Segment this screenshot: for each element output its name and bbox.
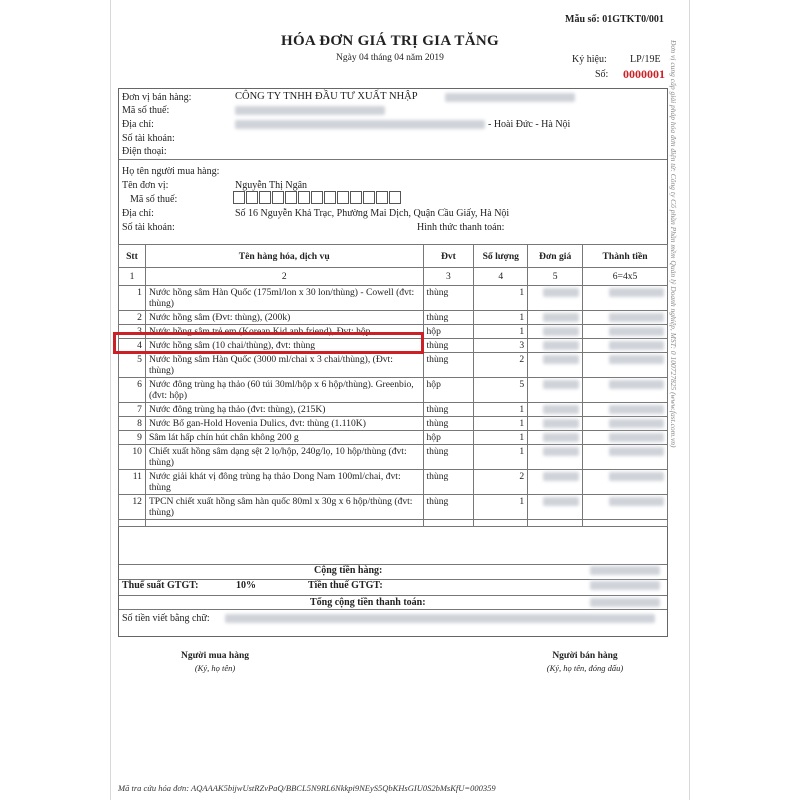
in-words-label: Số tiền viết bằng chữ: xyxy=(122,613,210,624)
row-qty: 1 xyxy=(474,403,528,417)
index-cell: 4 xyxy=(474,268,528,286)
row-qty: 2 xyxy=(474,353,528,378)
blurred-vat-amount xyxy=(590,581,660,590)
seller-signature-note: (Ký, họ tên, đóng dấu) xyxy=(546,663,624,673)
seller-signature-title: Người bán hàng xyxy=(552,651,618,661)
buyer-signature-note: (Ký, họ tên) xyxy=(194,663,236,673)
blurred-amount xyxy=(543,419,579,428)
blurred-amount xyxy=(543,447,579,456)
row-qty: 1 xyxy=(474,495,528,520)
row-stt: 7 xyxy=(119,403,146,417)
row-name: TPCN chiết xuất hồng sâm hàn quốc 80ml x 30g x 6 hộp/thùng (đvt: thùng) xyxy=(145,495,423,520)
row-price xyxy=(528,417,583,431)
invoice-date: Ngày 04 tháng 04 năm 2019 xyxy=(336,53,444,63)
row-stt: 10 xyxy=(119,445,146,470)
blurred-amount xyxy=(609,472,664,481)
row-total xyxy=(583,286,668,311)
row-qty: 1 xyxy=(474,325,528,339)
buyer-signature xyxy=(160,651,270,673)
index-cell: 6=4x5 xyxy=(583,268,668,286)
blurred-amount xyxy=(609,447,664,456)
header-total: Thành tiền xyxy=(583,245,668,268)
row-price xyxy=(528,325,583,339)
blurred-amount xyxy=(543,380,579,389)
blurred-amount xyxy=(609,313,664,322)
row-unit: thùng xyxy=(423,403,474,417)
row-name: Nước đông trùng hạ thảo (60 túi 30ml/hộp x 6 hộp/thùng). Greenbio, (đvt: hộp) xyxy=(145,378,423,403)
row-name: Nước hồng sâm trẻ em (Korean Kid anh friend), Đvt: hộp xyxy=(145,325,423,339)
row-price xyxy=(528,470,583,495)
number-label: Số: xyxy=(595,69,609,80)
row-qty: 1 xyxy=(474,431,528,445)
blurred-seller-address xyxy=(235,120,485,129)
grand-total-label: Tổng cộng tiền thanh toán: xyxy=(310,597,426,608)
provider-side-note: Đơn vị cung cấp giải pháp hóa đơn điện tử: Công ty Cổ phần Phần mềm Quản lý Doanh nghiệp, MST: 0 100727825 (www.fast.com.vn) xyxy=(669,40,678,448)
row-price xyxy=(528,311,583,325)
row-total xyxy=(583,470,668,495)
row-stt: 2 xyxy=(119,311,146,325)
row-qty: 2 xyxy=(474,470,528,495)
blurred-amount xyxy=(609,288,664,297)
row-price xyxy=(528,353,583,378)
empty-cell xyxy=(119,520,146,527)
buyer-signature-title: Người mua hàng xyxy=(181,651,249,661)
row-unit: hộp xyxy=(423,431,474,445)
blurred-amount xyxy=(543,405,579,414)
row-name: Nước giải khát vị đông trùng hạ thảo Dong Nam 100ml/chai, đvt: thùng xyxy=(145,470,423,495)
seller-unit-value: CÔNG TY TNHH ĐẦU TƯ XUẤT NHẬP xyxy=(235,91,418,102)
row-qty: 1 xyxy=(474,286,528,311)
table-row xyxy=(119,403,668,417)
row-name: Nước hồng sâm Hàn Quốc (175ml/lon x 30 lon/thùng) - Cowell (đvt: thùng) xyxy=(145,286,423,311)
words-divider xyxy=(119,609,667,610)
row-stt: 5 xyxy=(119,353,146,378)
vat-rate-value: 10% xyxy=(236,580,256,591)
table-row xyxy=(119,431,668,445)
row-price xyxy=(528,286,583,311)
table-row xyxy=(119,311,668,325)
row-stt: 9 xyxy=(119,431,146,445)
row-unit: hộp xyxy=(423,325,474,339)
blurred-amount xyxy=(609,380,664,389)
buyer-tax-boxes xyxy=(233,191,402,207)
buyer-unit-value: Nguyễn Thị Ngân xyxy=(235,180,308,191)
header-name: Tên hàng hóa, dịch vụ xyxy=(145,245,423,268)
row-qty: 3 xyxy=(474,339,528,353)
invoice-title: HÓA ĐƠN GIÁ TRỊ GIA TĂNG xyxy=(281,33,499,49)
row-unit: thùng xyxy=(423,445,474,470)
row-total xyxy=(583,417,668,431)
table-row xyxy=(119,495,668,520)
row-name: Nước hồng sâm Hàn Quốc (3000 ml/chai x 3 chai/thùng), (Đvt: thùng) xyxy=(145,353,423,378)
row-total xyxy=(583,339,668,353)
blurred-subtotal xyxy=(590,566,660,575)
seller-tax-label: Mã số thuế: xyxy=(122,105,170,116)
empty-cell xyxy=(474,520,528,527)
row-stt: 1 xyxy=(119,286,146,311)
empty-cell xyxy=(583,520,668,527)
symbol-value: LP/19E xyxy=(630,54,661,65)
seller-phone-label: Điện thoại: xyxy=(122,146,167,157)
index-cell: 3 xyxy=(423,268,474,286)
blurred-amount xyxy=(609,355,664,364)
row-total xyxy=(583,353,668,378)
header-qty: Số lượng xyxy=(474,245,528,268)
row-unit: thùng xyxy=(423,417,474,431)
blurred-amount xyxy=(543,313,579,322)
blurred-grand-total xyxy=(590,598,660,607)
index-cell: 2 xyxy=(145,268,423,286)
buyer-address-value: Số 16 Nguyễn Khả Trạc, Phường Mai Dịch, Quận Cầu Giấy, Hà Nội xyxy=(235,208,510,219)
row-stt: 12 xyxy=(119,495,146,520)
row-name: Chiết xuất hồng sâm dạng sệt 2 lọ/hộp, 240g/lọ, 10 hộp/thùng (đvt: thùng) xyxy=(145,445,423,470)
row-price xyxy=(528,495,583,520)
table-row xyxy=(119,445,668,470)
seller-divider xyxy=(119,159,667,160)
row-qty: 1 xyxy=(474,311,528,325)
blurred-amount-words xyxy=(225,614,655,623)
blurred-seller-tax xyxy=(235,106,385,115)
seller-unit-label: Đơn vị bán hàng: xyxy=(122,92,192,103)
table-index-row xyxy=(119,268,668,286)
table-row xyxy=(119,378,668,403)
row-unit: thùng xyxy=(423,470,474,495)
blurred-amount xyxy=(609,433,664,442)
buyer-address-label: Địa chỉ: xyxy=(122,208,154,219)
row-price xyxy=(528,378,583,403)
blurred-amount xyxy=(543,355,579,364)
blurred-seller-name-tail xyxy=(445,93,575,102)
row-price xyxy=(528,431,583,445)
row-qty: 5 xyxy=(474,378,528,403)
blurred-amount xyxy=(609,419,664,428)
total-divider xyxy=(119,595,667,596)
row-name: Sâm lát hấp chín hút chân không 200 g xyxy=(145,431,423,445)
lookup-code: Mã tra cứu hóa đơn: AQAAAK5bijwUstRZvPaQ/BBCL5N9RL6Nkkpi9NEyS5QbKHsGIU0S2bMsKfU=000359 xyxy=(118,783,496,793)
buyer-unit-label: Tên đơn vị: xyxy=(122,180,169,191)
symbol-label: Ký hiệu: xyxy=(572,54,607,65)
row-stt: 4 xyxy=(119,339,146,353)
table-row xyxy=(119,470,668,495)
blurred-amount xyxy=(543,472,579,481)
empty-row xyxy=(119,520,668,527)
payment-method-label: Hình thức thanh toán: xyxy=(417,222,505,233)
highlight-box xyxy=(113,332,424,354)
row-total xyxy=(583,431,668,445)
table-row xyxy=(119,353,668,378)
blurred-amount xyxy=(543,433,579,442)
row-name: Nước hồng sâm (10 chai/thùng), đvt: thùng xyxy=(145,339,423,353)
seller-address-label: Địa chỉ: xyxy=(122,119,154,130)
row-stt: 8 xyxy=(119,417,146,431)
row-unit: thùng xyxy=(423,311,474,325)
tax-divider-top xyxy=(119,564,667,565)
row-total xyxy=(583,311,668,325)
blurred-amount xyxy=(609,341,664,350)
blurred-amount xyxy=(543,327,579,336)
form-code: Mẫu số: 01GTKT0/001 xyxy=(565,14,664,25)
empty-cell xyxy=(528,520,583,527)
row-price xyxy=(528,403,583,417)
row-name: Nước Bổ gan-Hold Hovenia Dulics, đvt: thùng (1.110K) xyxy=(145,417,423,431)
index-cell: 5 xyxy=(528,268,583,286)
index-cell: 1 xyxy=(119,268,146,286)
row-unit: thùng xyxy=(423,495,474,520)
row-unit: thùng xyxy=(423,339,474,353)
empty-cell xyxy=(145,520,423,527)
row-total xyxy=(583,495,668,520)
row-stt: 6 xyxy=(119,378,146,403)
row-total xyxy=(583,378,668,403)
row-name: Nước hồng sâm (Đvt: thùng), (200k) xyxy=(145,311,423,325)
subtotal-label: Cộng tiền hàng: xyxy=(314,565,383,576)
items-table xyxy=(118,244,668,527)
header-price: Đơn giá xyxy=(528,245,583,268)
blurred-amount xyxy=(609,327,664,336)
header-stt: Stt xyxy=(119,245,146,268)
blurred-amount xyxy=(543,497,579,506)
seller-address-tail: - Hoài Đức - Hà Nội xyxy=(488,119,571,130)
row-unit: thùng xyxy=(423,286,474,311)
vat-amount-label: Tiền thuế GTGT: xyxy=(308,580,383,591)
table-row xyxy=(119,417,668,431)
invoice-number: 0000001 xyxy=(623,67,665,81)
table-row xyxy=(119,286,668,311)
row-name: Nước đông trùng hạ thảo (đvt: thùng), (215K) xyxy=(145,403,423,417)
blurred-amount xyxy=(609,497,664,506)
row-qty: 1 xyxy=(474,445,528,470)
row-unit: thùng xyxy=(423,353,474,378)
row-stt: 11 xyxy=(119,470,146,495)
row-total xyxy=(583,445,668,470)
row-qty: 1 xyxy=(474,417,528,431)
row-stt: 3 xyxy=(119,325,146,339)
buyer-account-label: Số tài khoản: xyxy=(122,222,175,233)
buyer-name-label: Họ tên người mua hàng: xyxy=(122,166,220,177)
blurred-amount xyxy=(609,405,664,414)
buyer-tax-label: Mã số thuế: xyxy=(130,194,178,205)
seller-account-label: Số tài khoản: xyxy=(122,133,175,144)
table-header-row xyxy=(119,245,668,268)
empty-cell xyxy=(423,520,474,527)
seller-signature xyxy=(520,651,650,673)
header-unit: Đvt xyxy=(423,245,474,268)
blurred-amount xyxy=(543,341,579,350)
row-price xyxy=(528,339,583,353)
row-total xyxy=(583,325,668,339)
tax-divider-bottom xyxy=(119,579,667,580)
row-price xyxy=(528,445,583,470)
row-total xyxy=(583,403,668,417)
row-unit: hộp xyxy=(423,378,474,403)
blurred-amount xyxy=(543,288,579,297)
vat-rate-label: Thuế suất GTGT: xyxy=(122,580,199,591)
